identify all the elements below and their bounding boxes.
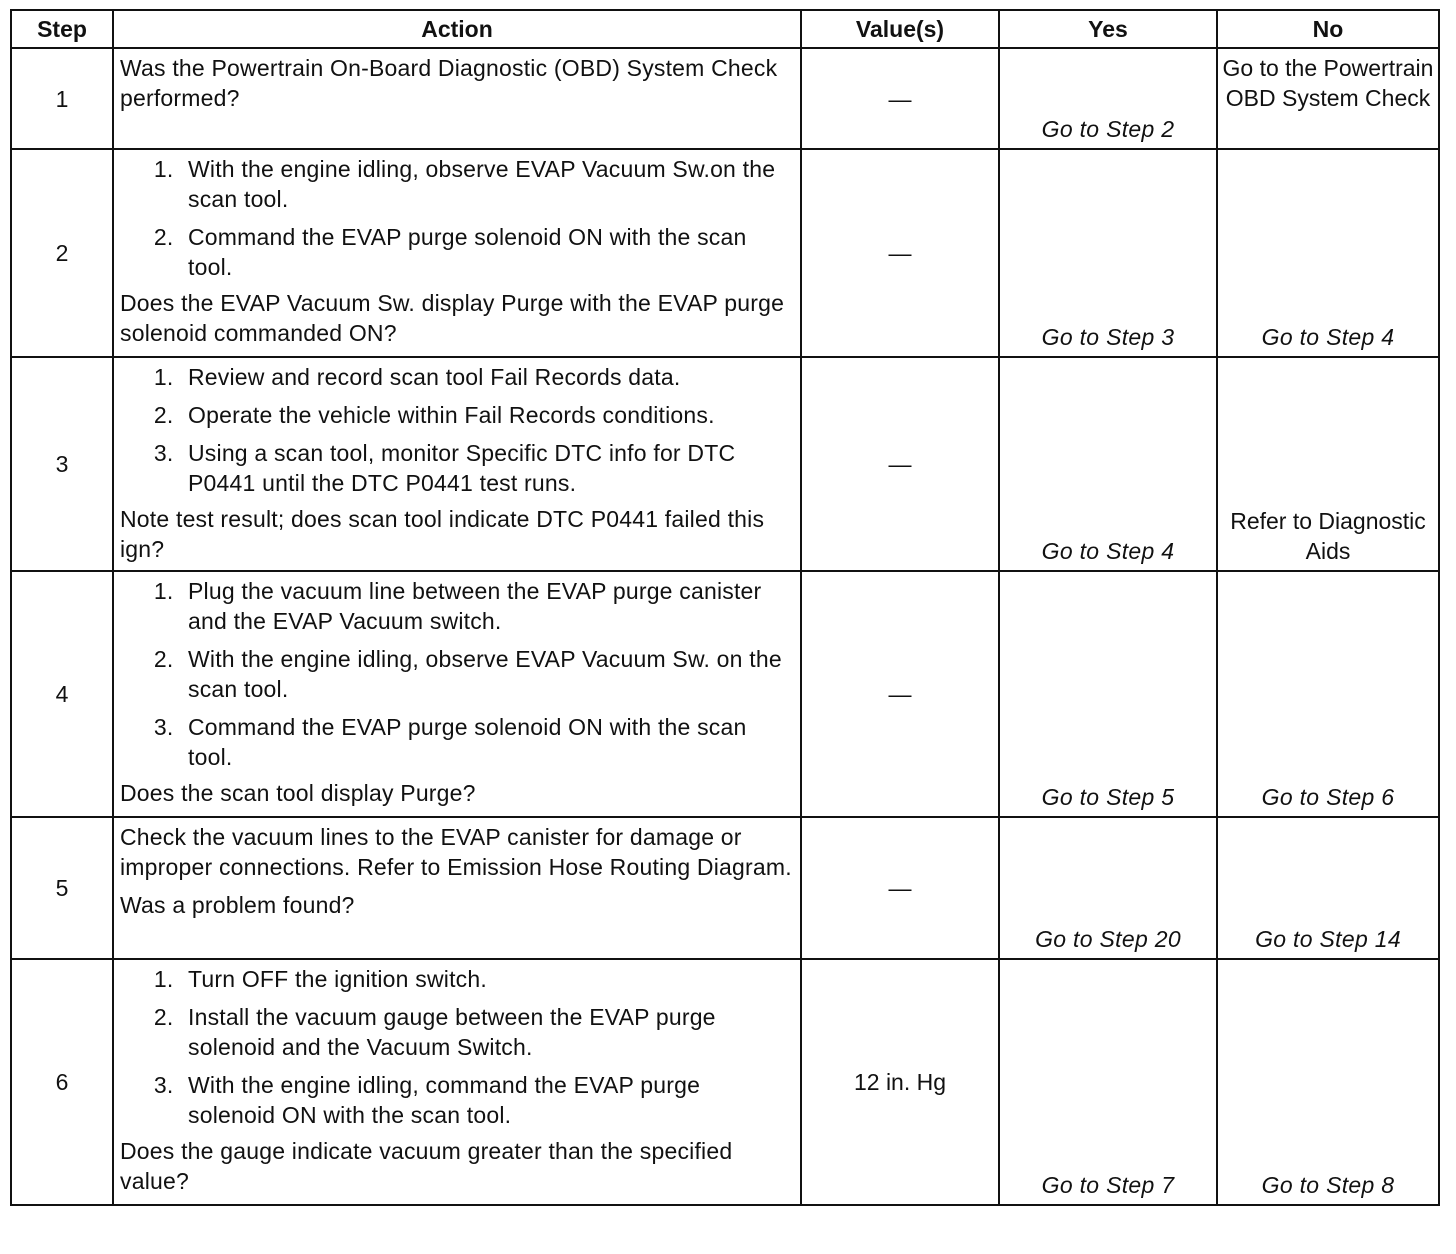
substep-list [120, 576, 792, 772]
substep-item: 3. Command the EVAP purge solenoid ON with the scan tool. [180, 712, 792, 772]
substep-item: 2. Command the EVAP purge solenoid ON with the scan tool. [180, 222, 792, 282]
step-number: 4 [11, 571, 113, 817]
action-question: Does the scan tool display Purge? [120, 780, 476, 806]
no-link[interactable]: Go to Step 6 [1261, 784, 1395, 810]
yes-link[interactable]: Go to Step 4 [1041, 538, 1175, 564]
action-text: Check the vacuum lines to the EVAP canister for damage or improper connections. Refer to Emission Hose Routing Diagram. [120, 824, 792, 880]
step-number: 1 [11, 48, 113, 149]
value-cell: — [801, 571, 999, 817]
table-row [11, 959, 1439, 1205]
action-text: Was the Powertrain On-Board Diagnostic (OBD) System Check performed? [120, 55, 778, 111]
yes-cell [999, 571, 1217, 817]
action-question: Note test result; does scan tool indicate DTC P0441 failed this ign? [120, 506, 765, 562]
no-link[interactable]: Go to the Powertrain OBD System Check [1222, 55, 1434, 111]
step-number: 2 [11, 149, 113, 357]
substep-item: 3. Using a scan tool, monitor Specific DTC info for DTC P0441 until the DTC P0441 test runs. [180, 438, 792, 498]
yes-cell [999, 817, 1217, 959]
header-no: No [1217, 10, 1439, 48]
no-cell [1217, 149, 1439, 357]
no-link[interactable]: Go to Step 8 [1261, 1172, 1395, 1198]
substep-item: 2. With the engine idling, observe EVAP Vacuum Sw. on the scan tool. [180, 644, 792, 704]
action-question: Does the gauge indicate vacuum greater than the specified value? [120, 1138, 733, 1194]
header-action: Action [113, 10, 801, 48]
yes-cell [999, 959, 1217, 1205]
yes-cell [999, 149, 1217, 357]
substep-item: 1. Plug the vacuum line between the EVAP purge canister and the EVAP Vacuum switch. [180, 576, 792, 636]
value-cell: — [801, 817, 999, 959]
yes-cell [999, 357, 1217, 571]
action-cell [113, 817, 801, 959]
action-cell [113, 959, 801, 1205]
action-cell [113, 357, 801, 571]
no-cell [1217, 817, 1439, 959]
no-cell [1217, 959, 1439, 1205]
table-row [11, 571, 1439, 817]
value-cell: — [801, 48, 999, 149]
yes-link[interactable]: Go to Step 20 [1035, 926, 1181, 952]
table-row [11, 149, 1439, 357]
action-cell [113, 48, 801, 149]
no-cell [1217, 48, 1439, 149]
yes-cell [999, 48, 1217, 149]
value-cell: 12 in. Hg [801, 959, 999, 1205]
header-values: Value(s) [801, 10, 999, 48]
substep-item: 1. Turn OFF the ignition switch. [180, 964, 792, 994]
table-row [11, 817, 1439, 959]
action-cell [113, 149, 801, 357]
substep-item: 3. With the engine idling, command the EVAP purge solenoid ON with the scan tool. [180, 1070, 792, 1130]
action-question: Was a problem found? [120, 892, 355, 918]
diagnostic-table [10, 9, 1440, 1206]
no-link[interactable]: Refer to Diagnostic Aids [1230, 508, 1426, 564]
yes-link[interactable]: Go to Step 7 [1041, 1172, 1175, 1198]
no-cell [1217, 571, 1439, 817]
header-row [11, 10, 1439, 48]
step-number: 5 [11, 817, 113, 959]
action-question: Does the EVAP Vacuum Sw. display Purge with the EVAP purge solenoid commanded ON? [120, 290, 785, 346]
table-row [11, 48, 1439, 149]
substep-item: 1. With the engine idling, observe EVAP Vacuum Sw.on the scan tool. [180, 154, 792, 214]
step-number: 3 [11, 357, 113, 571]
substep-list [120, 154, 792, 282]
yes-link[interactable]: Go to Step 3 [1041, 324, 1175, 350]
no-link[interactable]: Go to Step 14 [1255, 926, 1401, 952]
substep-item: 2. Install the vacuum gauge between the EVAP purge solenoid and the Vacuum Switch. [180, 1002, 792, 1062]
substep-item: 2. Operate the vehicle within Fail Records conditions. [180, 400, 792, 430]
no-cell [1217, 357, 1439, 571]
substep-item: 1. Review and record scan tool Fail Records data. [180, 362, 792, 392]
table-row [11, 357, 1439, 571]
yes-link[interactable]: Go to Step 2 [1041, 116, 1175, 142]
no-link[interactable]: Go to Step 4 [1261, 324, 1395, 350]
substep-list [120, 362, 792, 498]
value-cell: — [801, 149, 999, 357]
value-cell: — [801, 357, 999, 571]
step-number: 6 [11, 959, 113, 1205]
header-step: Step [11, 10, 113, 48]
header-yes: Yes [999, 10, 1217, 48]
action-cell [113, 571, 801, 817]
substep-list [120, 964, 792, 1130]
yes-link[interactable]: Go to Step 5 [1041, 784, 1175, 810]
